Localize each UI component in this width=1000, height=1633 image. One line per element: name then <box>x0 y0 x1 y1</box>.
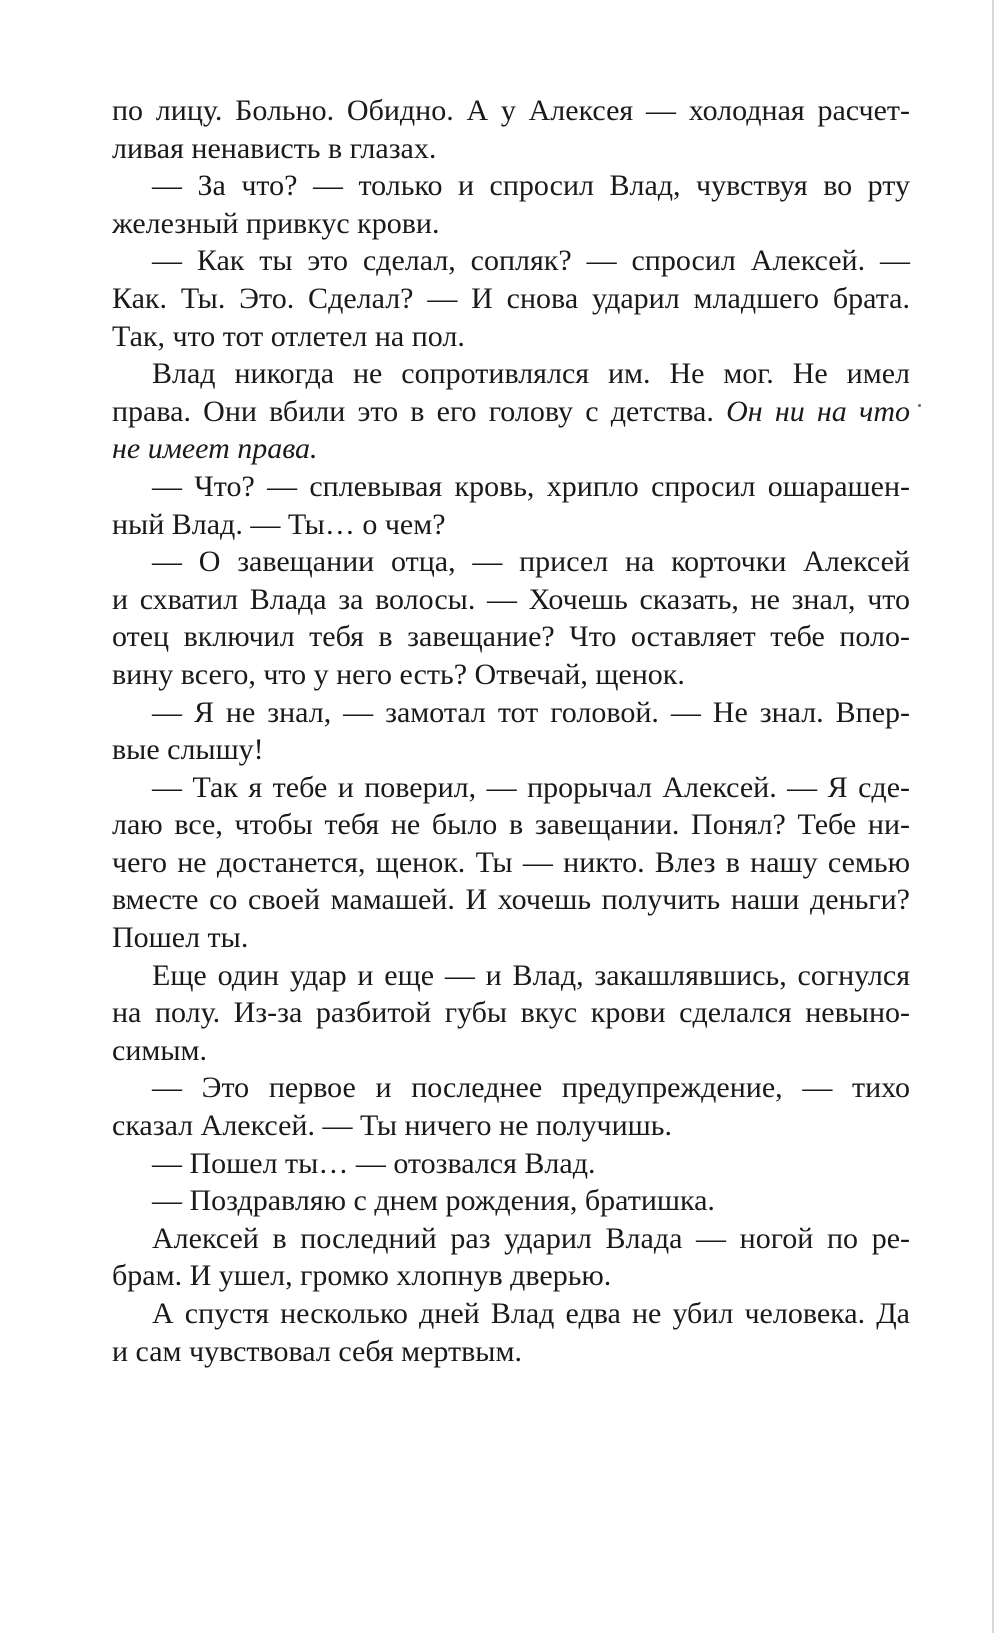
text-line: отец включил тебя в завещание? Что оставляет тебе поло- <box>112 620 910 654</box>
paragraph-4 <box>112 355 910 468</box>
text-line: сказал Алексей. — Ты ничего не получишь. <box>112 1109 672 1143</box>
text-line: и сам чувствовал себя мертвым. <box>112 1334 522 1368</box>
text-line: ный Влад. — Ты… о чем? <box>112 507 446 541</box>
text-line: — Поздравляю с днем рождения, братишка. <box>152 1184 715 1218</box>
text-line: Алексей в последний раз ударил Влада — ногой по ре- <box>152 1221 910 1255</box>
text-line: железный привкус крови. <box>112 206 440 240</box>
page-text <box>112 92 910 1370</box>
italic-text-segment: Он ни на что <box>726 394 910 428</box>
paragraph-3 <box>112 242 910 355</box>
text-line: Пошел ты. <box>112 921 249 955</box>
text-line: лаю все, чтобы тебя не было в завещании. Понял? Тебе ни- <box>112 808 910 842</box>
text-line: Влад никогда не сопротивлялся им. Не мог. Не имел <box>152 357 910 391</box>
text-segment: права. Они вбили это в его голову с детства. <box>112 394 727 428</box>
italic-text-line: не имеет права. <box>112 432 318 466</box>
text-line: Как. Ты. Это. Сделал? — И снова ударил младшего брата. <box>112 281 910 315</box>
paragraph-11 <box>112 1145 910 1183</box>
paragraph-14 <box>112 1295 910 1370</box>
text-line <box>112 393 910 431</box>
text-line: на полу. Из-за разбитой губы вкус крови сделался невыно- <box>112 996 910 1030</box>
paragraph-10 <box>112 1069 910 1144</box>
text-line: Так, что тот отлетел на пол. <box>112 319 465 353</box>
paragraph-13 <box>112 1220 910 1295</box>
text-line: — О завещании отца, — присел на корточки Алексей <box>152 545 910 579</box>
text-line: и схватил Влада за волосы. — Хочешь сказать, не знал, что <box>112 582 910 616</box>
text-line: вину всего, что у него есть? Отвечай, щенок. <box>112 657 685 691</box>
text-line: — Как ты это сделал, сопляк? — спросил Алексей. — <box>152 244 910 278</box>
text-line: брам. И ушел, громко хлопнув дверью. <box>112 1259 612 1293</box>
text-line: по лицу. Больно. Обидно. А у Алексея — холодная расчет- <box>112 94 910 127</box>
text-line: — За что? — только и спросил Влад, чувствуя во рту <box>152 169 910 203</box>
paragraph-9 <box>112 957 910 1070</box>
text-line: вые слышу! <box>112 733 264 767</box>
text-line: симым. <box>112 1033 207 1067</box>
paragraph-2 <box>112 167 910 242</box>
text-line: — Я не знал, — замотал тот головой. — Не знал. Впер- <box>152 695 910 729</box>
paragraph-8 <box>112 769 910 957</box>
text-line: — Это первое и последнее предупреждение, — тихо <box>152 1071 910 1105</box>
paragraph-6 <box>112 543 910 693</box>
text-line: А спустя несколько дней Влад едва не убил человека. Да <box>152 1297 910 1330</box>
paragraph-7 <box>112 694 910 769</box>
page-edge-line <box>992 0 994 1633</box>
text-line: ливая ненависть в глазах. <box>112 131 437 165</box>
paragraph-5 <box>112 468 910 543</box>
text-line: — Что? — сплевывая кровь, хрипло спросил ошарашен- <box>152 469 910 503</box>
paragraph-1 <box>112 92 910 167</box>
paragraph-12 <box>112 1182 910 1220</box>
text-line: чего не достанется, щенок. Ты — никто. Влез в нашу семью <box>112 845 910 879</box>
text-line: Еще один удар и еще — и Влад, закашлявшись, согнулся <box>152 958 910 992</box>
text-line: вместе со своей мамашей. И хочешь получить наши деньги? <box>112 883 910 917</box>
text-line: — Так я тебе и поверил, — прорычал Алексей. — Я сде- <box>152 770 910 804</box>
print-speck <box>918 404 921 407</box>
text-line: — Пошел ты… — отозвался Влад. <box>152 1146 596 1180</box>
